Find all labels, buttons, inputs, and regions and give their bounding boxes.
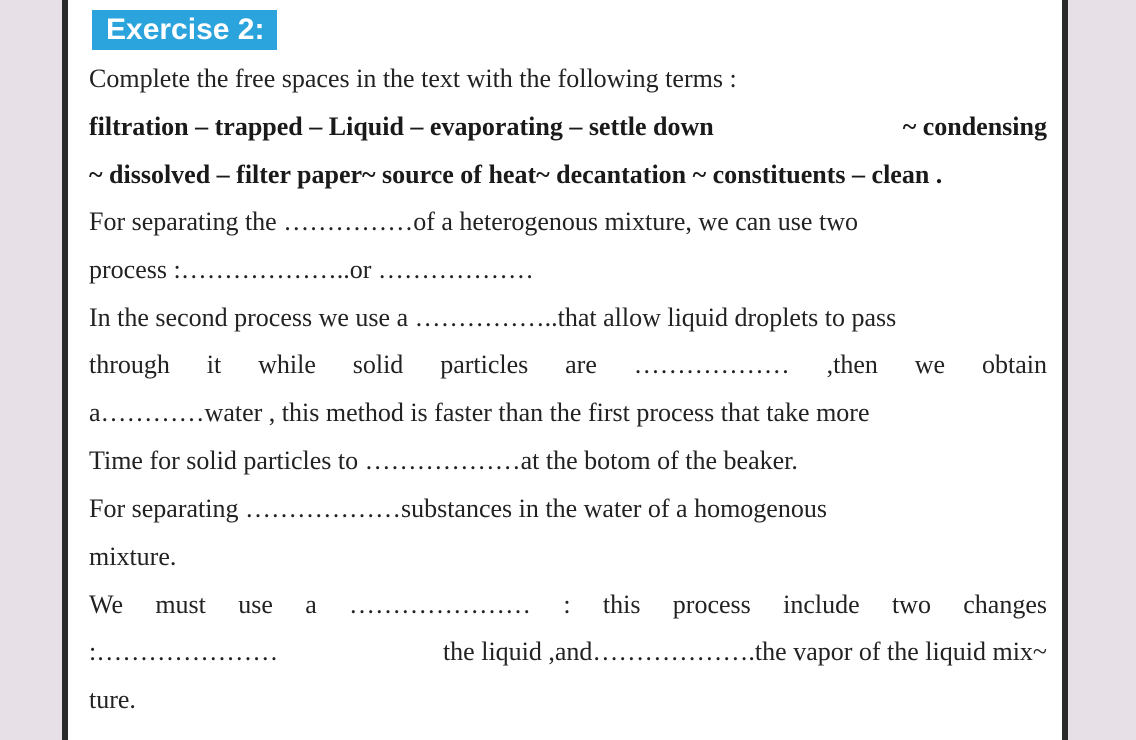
blank: :………………… [89,637,279,666]
word: two [891,590,931,619]
paragraph-1-line-1: For separating the ……………of a heterogenous mixture, we can use two [89,207,858,236]
word: include [783,590,860,619]
paragraph-2-line-1: In the second process we use a ……………..that allow liquid droplets to pass [89,303,897,332]
word: obtain [981,350,1047,379]
word: ,then [826,350,878,379]
text-segment: the liquid ,and……………….the vapor of the liquid mix~ [442,637,1047,666]
word: particles [440,350,529,379]
word: must [155,590,206,619]
word: this [602,590,641,619]
word: are [565,350,597,379]
word: process [672,590,751,619]
word: through [89,350,170,379]
terms-line-1-part-1: filtration – trapped – Liquid – evaporating – settle down [89,112,714,141]
word: it [206,350,222,379]
blank: ……………… [633,350,790,379]
paragraph-1-line-2: process :………………..or ……………… [89,255,534,284]
word: changes [963,590,1047,619]
word: solid [352,350,404,379]
terms-line-2: ~ dissolved – filter paper~ source of heat~ decantation ~ constituents – clean . [89,160,943,189]
paragraph-2-line-2 [89,350,1047,380]
paragraph-4-line-1 [89,590,1047,620]
terms-line-1-part-2: ~ condensing [902,112,1047,141]
word: we [914,350,946,379]
paragraph-4-line-2 [89,637,1047,667]
paragraph-2-line-4: Time for solid particles to ………………at the botom of the beaker. [89,446,798,475]
paragraph-3-line-1: For separating ………………substances in the water of a homogenous [89,494,827,523]
word: a [305,590,317,619]
paragraph-2-line-3: a…………water , this method is faster than the first process that take more [89,398,870,427]
paragraph-4-line-3: ture. [89,685,136,714]
word: while [258,350,316,379]
instruction-text: Complete the free spaces in the text with the following terms : [89,64,737,93]
word: We [89,590,123,619]
exercise-title: Exercise 2: [92,10,277,50]
word: use [238,590,273,619]
paragraph-3-line-2: mixture. [89,542,177,571]
blank: ………………… [349,590,532,619]
word: : [563,590,571,619]
terms-line-1 [89,112,1047,142]
